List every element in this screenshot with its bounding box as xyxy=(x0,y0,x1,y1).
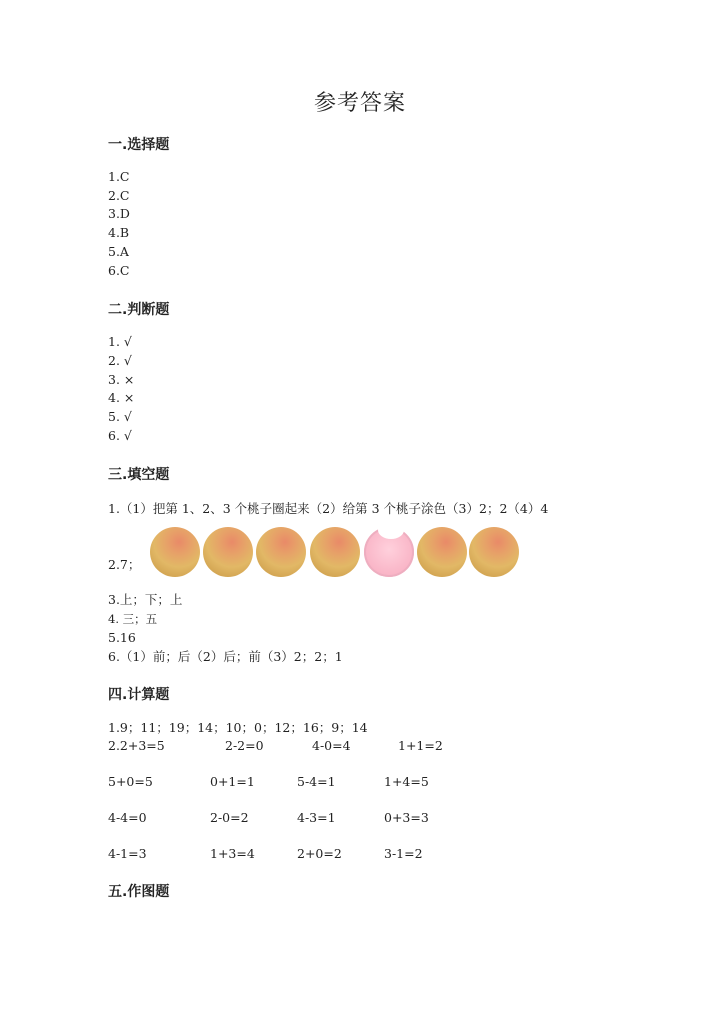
choice-answer-3: 3.D xyxy=(108,206,130,221)
calc-cell: 4-1=3 xyxy=(108,846,147,861)
choice-answer-2: 2.C xyxy=(108,188,130,203)
calc-cell: 1+1=2 xyxy=(398,738,443,753)
section-heading-fill: 三.填空题 xyxy=(108,467,170,483)
fill-answer-2: 2.7； xyxy=(108,557,141,572)
bite-mark xyxy=(378,521,404,539)
choice-answer-5: 5.A xyxy=(108,244,129,259)
page-title: 参考答案 xyxy=(313,91,406,116)
calc-cell: 2-0=2 xyxy=(210,810,249,825)
pink-bitten-peach-icon xyxy=(364,527,414,577)
peach-icon xyxy=(150,527,200,577)
calc-cell: 3-1=2 xyxy=(384,846,423,861)
choice-answer-4: 4.B xyxy=(108,225,130,240)
section-heading-draw: 五.作图题 xyxy=(108,884,170,900)
choice-answer-6: 6.C xyxy=(108,263,130,278)
calc-cell: 5+0=5 xyxy=(108,774,153,789)
judge-answer-4: 4. × xyxy=(108,390,135,405)
calc-cell: 2+0=2 xyxy=(297,846,342,861)
judge-answer-1: 1. √ xyxy=(108,334,132,349)
fill-answer-4: 4. 三；五 xyxy=(108,612,158,626)
peach-icon xyxy=(203,527,253,577)
calc-cell: 4-4=0 xyxy=(108,810,147,825)
judge-answer-5: 5. √ xyxy=(108,409,132,424)
calc-cell: 2.2+3=5 xyxy=(108,738,165,753)
fill-answer-3: 3.上；下；上 xyxy=(108,592,183,607)
peach-icon xyxy=(256,527,306,577)
peach-icon xyxy=(469,527,519,577)
calc-cell: 4-3=1 xyxy=(297,810,336,825)
section-heading-choice: 一.选择题 xyxy=(108,137,170,153)
calc-answer-1: 1.9；11；19；14；10；0；12；16；9；14 xyxy=(108,720,368,735)
calc-cell: 0+3=3 xyxy=(384,810,429,825)
fill-answer-1: 1.（1）把第 1、2、3 个桃子圈起来（2）给第 3 个桃子涂色（3）2；2（4）4 xyxy=(108,501,549,516)
judge-answer-2: 2. √ xyxy=(108,353,132,368)
calc-cell: 1+4=5 xyxy=(384,774,429,789)
judge-answer-3: 3. × xyxy=(108,372,135,387)
fill-answer-5: 5.16 xyxy=(108,630,136,645)
peach-icon xyxy=(310,527,360,577)
calc-cell: 2-2=0 xyxy=(225,738,264,753)
fill-answer-6: 6.（1）前；后（2）后；前（3）2；2；1 xyxy=(108,649,343,664)
peach-row xyxy=(150,527,530,581)
choice-answer-1: 1.C xyxy=(108,169,130,184)
section-heading-calc: 四.计算题 xyxy=(108,687,170,703)
calc-cell: 0+1=1 xyxy=(210,774,255,789)
section-heading-judge: 二.判断题 xyxy=(108,302,170,318)
calc-cell: 4-0=4 xyxy=(312,738,351,753)
calc-cell: 1+3=4 xyxy=(210,846,255,861)
peach-icon xyxy=(417,527,467,577)
judge-answer-6: 6. √ xyxy=(108,428,132,443)
calc-cell: 5-4=1 xyxy=(297,774,336,789)
